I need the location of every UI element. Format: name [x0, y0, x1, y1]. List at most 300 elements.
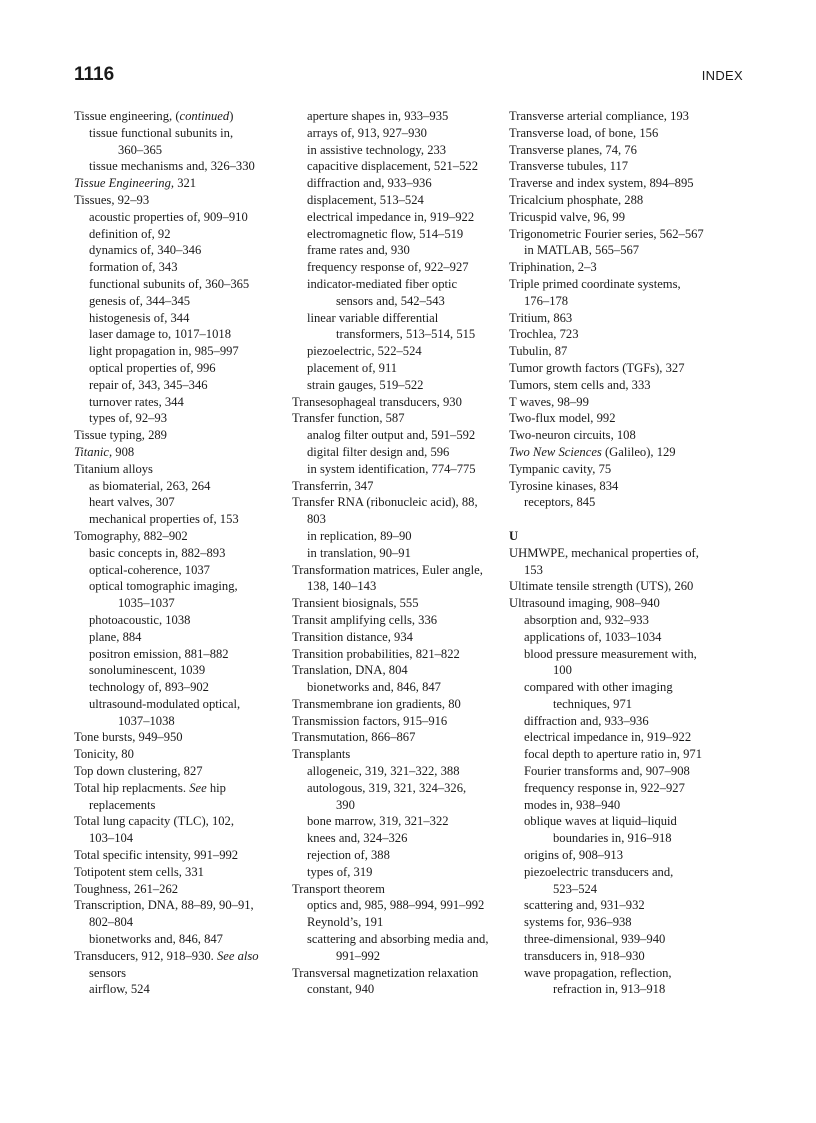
entry-text: 103–104 [89, 831, 134, 846]
index-entry [74, 780, 279, 797]
index-subentry [509, 746, 749, 763]
index-subentry [74, 142, 279, 159]
index-subentry [74, 981, 279, 998]
index-subentry [509, 780, 749, 797]
entry-text: aperture shapes in, 933–935 [307, 109, 449, 123]
index-subentry [509, 981, 749, 998]
entry-text: Tritium, 863 [509, 310, 573, 325]
index-entry [509, 545, 749, 562]
index-entry [509, 410, 749, 427]
index-entry [509, 478, 749, 495]
index-subentry [74, 595, 279, 612]
entry-text: Two-flux model, 992 [509, 411, 616, 426]
entry-text: continued [179, 109, 230, 123]
entry-text: 100 [553, 663, 572, 678]
index-entry [509, 192, 749, 209]
index-entry [509, 259, 749, 276]
index-subentry [292, 780, 497, 797]
index-subentry [292, 209, 497, 226]
entry-text: 176–178 [524, 293, 569, 308]
entry-text: hip [206, 780, 226, 795]
index-subentry [292, 830, 497, 847]
index-subentry [292, 763, 497, 780]
entry-text: Toughness, 261–262 [74, 881, 179, 896]
entry-text: mechanical properties of, 153 [89, 512, 239, 527]
index-subentry [509, 847, 749, 864]
entry-text: transducers in, 918–930 [524, 948, 645, 963]
entry-text: sensors and, 542–543 [336, 293, 445, 308]
index-subentry [292, 108, 497, 125]
index-subentry [292, 864, 497, 881]
entry-text: in system identification, 774–775 [307, 461, 476, 476]
entry-text: T waves, 98–99 [509, 394, 589, 409]
index-subentry [74, 242, 279, 259]
entry-text: Tricuspid valve, 96, 99 [509, 209, 626, 224]
entry-text: Tubulin, 87 [509, 344, 568, 359]
index-subentry [74, 494, 279, 511]
entry-text: dynamics of, 340–346 [89, 243, 202, 258]
index-entry [292, 713, 497, 730]
entry-text: Transition distance, 934 [292, 629, 413, 644]
entry-text: 390 [336, 797, 355, 812]
entry-text: Titanic, [74, 444, 113, 459]
index-subentry [74, 259, 279, 276]
entry-text: Transversal magnetization relaxation [292, 965, 479, 980]
entry-text: ) [229, 109, 234, 123]
index-entry [74, 192, 279, 209]
entry-text: digital filter design and, 596 [307, 444, 450, 459]
entry-text: Tumor growth factors (TGFs), 327 [509, 360, 685, 375]
entry-text: rejection of, 388 [307, 848, 390, 863]
entry-text: Tissue engineering, ( [74, 109, 180, 123]
entry-text: Transplants [292, 747, 351, 762]
entry-text: optical-coherence, 1037 [89, 562, 210, 577]
entry-text: Transducers, 912, 918–930. [74, 948, 217, 963]
index-entry [509, 142, 749, 159]
section-letter-heading [509, 528, 749, 545]
entry-text: Tissue Engineering, [74, 176, 175, 191]
index-subentry [292, 948, 497, 965]
index-subentry [74, 226, 279, 243]
index-subentry [74, 965, 279, 982]
entry-text: Transverse planes, 74, 76 [509, 142, 637, 157]
entry-text: in MATLAB, 565–567 [524, 243, 640, 258]
index-subentry [292, 259, 497, 276]
index-subentry [509, 696, 749, 713]
index-subentry [509, 662, 749, 679]
index-entry [74, 746, 279, 763]
entry-text: Transverse tubules, 117 [509, 159, 629, 174]
entry-text: 153 [524, 562, 543, 577]
entry-text: Tyrosine kinases, 834 [509, 478, 619, 493]
index-subentry [74, 914, 279, 931]
entry-text: functional subunits of, 360–365 [89, 276, 250, 291]
entry-text: tissue mechanisms and, 326–330 [89, 159, 255, 174]
entry-text: Transferrin, 347 [292, 478, 374, 493]
entry-text: applications of, 1033–1034 [524, 629, 662, 644]
index-entry [292, 478, 497, 495]
entry-text: strain gauges, 519–522 [307, 377, 424, 392]
index-subentry [74, 293, 279, 310]
index-entry [292, 965, 497, 982]
entry-text: frequency response in, 922–927 [524, 780, 685, 795]
entry-text: U [509, 528, 519, 543]
index-subentry [292, 981, 497, 998]
index-entry [74, 175, 279, 192]
entry-text: Fourier transforms and, 907–908 [524, 764, 690, 779]
entry-text: Tumors, stem cells and, 333 [509, 377, 651, 392]
entry-text: boundaries in, 916–918 [553, 831, 672, 846]
index-entry [292, 494, 497, 511]
index-subentry [292, 813, 497, 830]
index-entry [292, 595, 497, 612]
entry-text: in assistive technology, 233 [307, 142, 447, 157]
entry-text: scattering and absorbing media and, [307, 932, 489, 947]
entry-text: Tone bursts, 949–950 [74, 730, 183, 745]
entry-text: Transverse arterial compliance, 193 [509, 109, 689, 123]
index-subentry [74, 377, 279, 394]
index-entry [74, 813, 279, 830]
entry-text: blood pressure measurement with, [524, 646, 697, 661]
index-subentry [509, 729, 749, 746]
entry-text: absorption and, 932–933 [524, 612, 649, 627]
entry-text: Tonicity, 80 [74, 747, 134, 762]
entry-text: genesis of, 344–345 [89, 293, 191, 308]
index-subentry [509, 713, 749, 730]
entry-text: Two New Sciences [509, 444, 602, 459]
entry-text: replacements [89, 797, 156, 812]
index-entry [509, 427, 749, 444]
entry-text: plane, 884 [89, 629, 142, 644]
index-entry [509, 209, 749, 226]
entry-text: Reynold’s, 191 [307, 915, 384, 930]
entry-text: bionetworks and, 846, 847 [89, 932, 223, 947]
index-subentry [292, 914, 497, 931]
entry-text: Total lung capacity (TLC), 102, [74, 814, 234, 829]
entry-text: refraction in, 913–918 [553, 982, 666, 997]
entry-text: Tomography, 882–902 [74, 528, 188, 543]
index-subentry [74, 394, 279, 411]
index-subentry [74, 276, 279, 293]
index-subentry [74, 360, 279, 377]
entry-text: 991–992 [336, 948, 381, 963]
index-entry [292, 662, 497, 679]
index-subentry [74, 562, 279, 579]
entry-text: Trigonometric Fourier series, 562–567 [509, 226, 704, 241]
index-subentry [74, 612, 279, 629]
entry-text: 1035–1037 [118, 596, 175, 611]
entry-text: basic concepts in, 882–893 [89, 545, 226, 560]
entry-text: definition of, 92 [89, 226, 171, 241]
index-subentry [74, 125, 279, 142]
index-subentry [509, 914, 749, 931]
index-subentry [509, 629, 749, 646]
entry-text: linear variable differential [307, 310, 439, 325]
index-subentry [74, 830, 279, 847]
entry-text: Two-neuron circuits, 108 [509, 428, 636, 443]
index-subentry [509, 763, 749, 780]
entry-text: sensors [89, 965, 127, 980]
index-entry [74, 427, 279, 444]
entry-text: UHMWPE, mechanical properties of, [509, 545, 699, 560]
page-number: 1116 [74, 64, 115, 85]
entry-text: Totipotent stem cells, 331 [74, 864, 204, 879]
entry-text: allogeneic, 319, 321–322, 388 [307, 764, 460, 779]
entry-text: acoustic properties of, 909–910 [89, 209, 248, 224]
index-entry [509, 175, 749, 192]
index-subentry [74, 326, 279, 343]
index-entry [509, 125, 749, 142]
entry-text: electrical impedance in, 919–922 [307, 209, 475, 224]
index-subentry [509, 813, 749, 830]
entry-text: Transmission factors, 915–916 [292, 713, 448, 728]
entry-text: 138, 140–143 [307, 579, 377, 594]
entry-text: in translation, 90–91 [307, 545, 411, 560]
entry-text: indicator-mediated fiber optic [307, 276, 458, 291]
entry-text: electromagnetic flow, 514–519 [307, 226, 464, 241]
index-entry [74, 461, 279, 478]
entry-text: receptors, 845 [524, 495, 596, 510]
index-entry [74, 729, 279, 746]
index-subentry [292, 293, 497, 310]
entry-text: Tissue typing, 289 [74, 428, 167, 443]
index-subentry [292, 511, 497, 528]
entry-text: Ultimate tensile strength (UTS), 260 [509, 579, 694, 594]
index-subentry [74, 629, 279, 646]
index-column-1 [74, 108, 279, 998]
index-entry [292, 646, 497, 663]
index-entry [292, 410, 497, 427]
index-entry [74, 108, 279, 125]
entry-text: 360–365 [118, 142, 163, 157]
index-entry [74, 864, 279, 881]
index-subentry [292, 461, 497, 478]
entry-text: as biomaterial, 263, 264 [89, 478, 211, 493]
index-subentry [74, 209, 279, 226]
entry-text: oblique waves at liquid–liquid [524, 814, 677, 829]
index-subentry [292, 444, 497, 461]
index-subentry [509, 830, 749, 847]
index-entry [74, 897, 279, 914]
entry-text: Triphination, 2–3 [509, 260, 597, 275]
entry-text: turnover rates, 344 [89, 394, 184, 409]
index-subentry [292, 343, 497, 360]
entry-text: bone marrow, 319, 321–322 [307, 814, 449, 829]
entry-text: 1037–1038 [118, 713, 175, 728]
index-entry [509, 461, 749, 478]
entry-text: bionetworks and, 846, 847 [307, 680, 441, 695]
entry-text: capacitive displacement, 521–522 [307, 159, 479, 174]
index-subentry [74, 511, 279, 528]
index-entry [74, 881, 279, 898]
entry-text: origins of, 908–913 [524, 848, 623, 863]
index-subentry [74, 646, 279, 663]
entry-text: transformers, 513–514, 515 [336, 327, 476, 342]
index-subentry [509, 931, 749, 948]
entry-text: laser damage to, 1017–1018 [89, 327, 231, 342]
entry-text: Total hip replacments. [74, 780, 190, 795]
index-subentry [509, 881, 749, 898]
entry-text: types of, 319 [307, 864, 373, 879]
index-subentry [292, 528, 497, 545]
entry-text: Titanium alloys [74, 461, 153, 476]
entry-text: piezoelectric, 522–524 [307, 344, 422, 359]
index-subentry [74, 696, 279, 713]
entry-text: optical tomographic imaging, [89, 579, 238, 594]
index-entry [74, 528, 279, 545]
index-subentry [509, 897, 749, 914]
index-entry [509, 326, 749, 343]
entry-text: optics and, 985, 988–994, 991–992 [307, 898, 485, 913]
index-subentry [292, 897, 497, 914]
entry-text: Tissues, 92–93 [74, 192, 150, 207]
index-entry [74, 763, 279, 780]
index-column-3 [509, 108, 749, 998]
index-entry [74, 847, 279, 864]
entry-text: repair of, 343, 345–346 [89, 377, 208, 392]
entry-text: (Galileo), 129 [601, 444, 676, 459]
entry-text: 802–804 [89, 915, 134, 930]
entry-text: constant, 940 [307, 982, 375, 997]
index-subentry [292, 125, 497, 142]
entry-text: analog filter output and, 591–592 [307, 428, 476, 443]
index-subentry [74, 545, 279, 562]
entry-text: frequency response of, 922–927 [307, 260, 469, 275]
index-column-2 [292, 108, 497, 998]
entry-text: 321 [174, 176, 197, 191]
entry-text: tissue functional subunits in, [89, 125, 234, 140]
entry-text: ultrasound-modulated optical, [89, 696, 241, 711]
index-entry [292, 881, 497, 898]
entry-text: Transfer RNA (ribonucleic acid), 88, [292, 495, 478, 510]
index-subentry [292, 377, 497, 394]
entry-text: photoacoustic, 1038 [89, 612, 191, 627]
section-spacer [509, 511, 749, 528]
index-entry [509, 310, 749, 327]
entry-text: Transient biosignals, 555 [292, 596, 419, 611]
index-subentry [509, 612, 749, 629]
index-subentry [509, 494, 749, 511]
index-entry [509, 578, 749, 595]
index-entry [509, 360, 749, 377]
entry-text: Trochlea, 723 [509, 327, 579, 342]
index-entry [292, 629, 497, 646]
entry-text: three-dimensional, 939–940 [524, 932, 666, 947]
index-subentry [292, 797, 497, 814]
entry-text: techniques, 971 [553, 696, 633, 711]
entry-text: light propagation in, 985–997 [89, 344, 239, 359]
index-subentry [292, 276, 497, 293]
entry-text: positron emission, 881–882 [89, 646, 229, 661]
entry-text: sonoluminescent, 1039 [89, 663, 206, 678]
index-subentry [509, 797, 749, 814]
entry-text: scattering and, 931–932 [524, 898, 645, 913]
index-subentry [74, 931, 279, 948]
entry-text: Total specific intensity, 991–992 [74, 848, 239, 863]
index-subentry [292, 578, 497, 595]
index-subentry [74, 679, 279, 696]
entry-text: Transesophageal transducers, 930 [292, 394, 462, 409]
index-entry [292, 696, 497, 713]
index-subentry [74, 797, 279, 814]
entry-text: See [189, 780, 207, 795]
entry-text: Transport theorem [292, 881, 385, 896]
index-subentry [509, 242, 749, 259]
entry-text: diffraction and, 933–936 [307, 176, 432, 191]
index-entry [509, 108, 749, 125]
entry-text: autologous, 319, 321, 324–326, [307, 780, 467, 795]
index-subentry [509, 679, 749, 696]
index-subentry [292, 142, 497, 159]
entry-text: focal depth to aperture ratio in, 971 [524, 747, 702, 762]
entry-text: diffraction and, 933–936 [524, 713, 649, 728]
index-entry [509, 444, 749, 461]
entry-text: Transfer function, 587 [292, 411, 405, 426]
entry-text: 803 [307, 512, 326, 527]
index-subentry [292, 192, 497, 209]
entry-text: Transit amplifying cells, 336 [292, 612, 438, 627]
entry-text: Traverse and index system, 894–895 [509, 176, 694, 191]
index-subentry [292, 242, 497, 259]
entry-text: Top down clustering, 827 [74, 764, 203, 779]
running-head: INDEX [701, 68, 743, 83]
index-subentry [292, 158, 497, 175]
index-subentry [74, 662, 279, 679]
index-subentry [509, 562, 749, 579]
index-entry [74, 948, 279, 965]
index-subentry [292, 326, 497, 343]
entry-text: formation of, 343 [89, 260, 178, 275]
entry-text: Transition probabilities, 821–822 [292, 646, 460, 661]
entry-text: modes in, 938–940 [524, 797, 621, 812]
index-subentry [74, 343, 279, 360]
entry-text: compared with other imaging [524, 680, 673, 695]
index-subentry [292, 360, 497, 377]
entry-text: in replication, 89–90 [307, 528, 412, 543]
index-entry [292, 612, 497, 629]
index-entry [74, 444, 279, 461]
index-subentry [509, 948, 749, 965]
entry-text: systems for, 936–938 [524, 915, 632, 930]
index-subentry [74, 478, 279, 495]
entry-text: piezoelectric transducers and, [524, 864, 674, 879]
entry-text: placement of, 911 [307, 360, 398, 375]
entry-text: displacement, 513–524 [307, 192, 424, 207]
entry-text: Ultrasound imaging, 908–940 [509, 596, 660, 611]
index-subentry [74, 713, 279, 730]
index-entry [292, 562, 497, 579]
entry-text: heart valves, 307 [89, 495, 175, 510]
index-entry [292, 729, 497, 746]
index-entry [292, 746, 497, 763]
index-subentry [292, 427, 497, 444]
index-entry [509, 377, 749, 394]
entry-text: Transformation matrices, Euler angle, [292, 562, 483, 577]
index-entry [509, 158, 749, 175]
index-subentry [292, 931, 497, 948]
entry-text: Transmembrane ion gradients, 80 [292, 696, 461, 711]
entry-text: Transverse load, of bone, 156 [509, 125, 659, 140]
entry-text: 908 [112, 444, 135, 459]
entry-text: Triple primed coordinate systems, [509, 276, 681, 291]
index-subentry [509, 646, 749, 663]
index-subentry [292, 679, 497, 696]
entry-text: frame rates and, 930 [307, 243, 410, 258]
index-entry [292, 394, 497, 411]
index-subentry [509, 965, 749, 982]
index-entry [509, 276, 749, 293]
entry-text: technology of, 893–902 [89, 680, 209, 695]
